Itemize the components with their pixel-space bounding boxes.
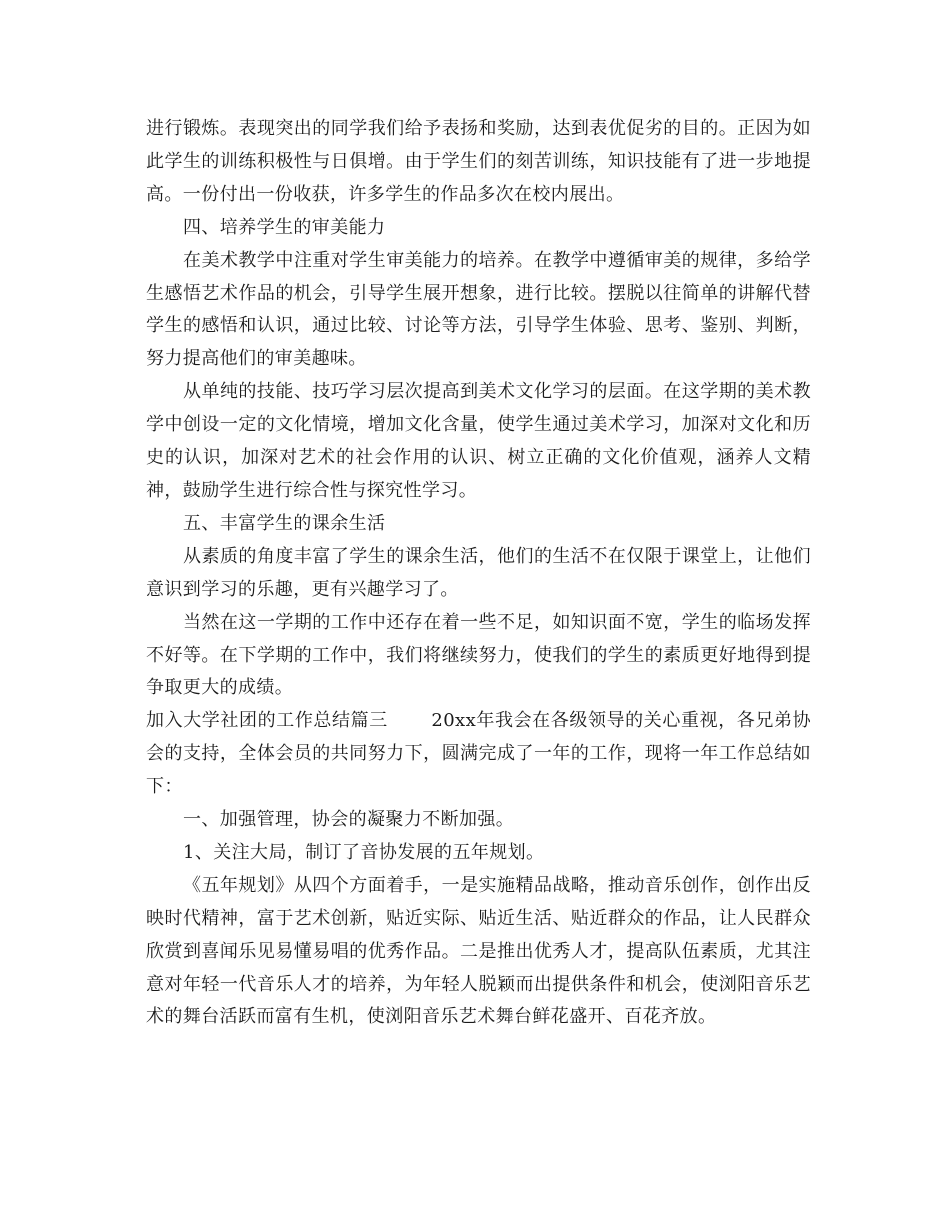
section-heading-management: 一、加强管理，协会的凝聚力不断加强。 — [183, 809, 515, 831]
paragraph-extracurricular: 从素质的角度丰富了学生的课余生活，他们的生活不在仅限于课堂上，让他们意识到学习的乐趣，更有兴趣学习了。 — [146, 545, 811, 600]
paragraph-aesthetic-1: 在美术教学中注重对学生审美能力的培养。在教学中遵循审美的规律，多给学生感悟艺术作品的机会，引导学生展开想象，进行比较。摆脱以往简单的讲解代替学生的感悟和认识，通过比较、讨论等方法，引导学生体验、思考、鉴别、判断，努力提高他们的审美趣味。 — [146, 249, 811, 370]
paragraph-shortcomings: 当然在这一学期的工作中还存在着一些不足，如知识面不宽，学生的临场发挥不好等。在下学期的工作中，我们将继续努力，使我们的学生的素质更好地得到提争取更大的成绩。 — [146, 611, 811, 699]
section-heading-aesthetic: 四、培养学生的审美能力 — [183, 216, 386, 238]
subheading-five-year-plan: 1、关注大局，制订了音协发展的五年规划。 — [183, 841, 545, 863]
paragraph-continuation: 进行锻炼。表现突出的同学我们给予表扬和奖励，达到表优促劣的目的。正因为如此学生的训练积极性与日俱增。由于学生们的刻苦训练，知识技能有了进一步地提高。一份付出一份收获，许多学生的作品多次在校内展出。 — [146, 118, 811, 205]
document-body — [146, 113, 811, 1034]
paragraph-summary-intro: 加入大学社团的工作总结篇三 20xx年我会在各级领导的关心重视，各兄弟协会的支持，全体会员的共同努力下，圆满完成了一年的工作，现将一年工作总结如下： — [146, 710, 811, 798]
paragraph-five-year-plan: 《五年规划》从四个方面着手，一是实施精品战略，推动音乐创作，创作出反映时代精神，富于艺术创新，贴近实际、贴近生活、贴近群众的作品，让人民群众欣赏到喜闻乐见易懂易唱的优秀作品。二是推出优秀人才，提高队伍素质，尤其注意对年轻一代音乐人才的培养，为年轻人脱颖而出提供条件和机会，使浏阳音乐艺术的舞台活跃而富有生机，使浏阳音乐艺术舞台鲜花盛开、百花齐放。 — [146, 874, 811, 1028]
paragraph-aesthetic-2: 从单纯的技能、技巧学习层次提高到美术文化学习的层面。在这学期的美术教学中创设一定的文化情境，增加文化含量，使学生通过美术学习，加深对文化和历史的认识，加深对艺术的社会作用的认识、树立正确的文化价值观，涵养人文精神，鼓励学生进行综合性与探究性学习。 — [146, 381, 811, 501]
section-heading-extracurricular: 五、丰富学生的课余生活 — [183, 512, 386, 534]
